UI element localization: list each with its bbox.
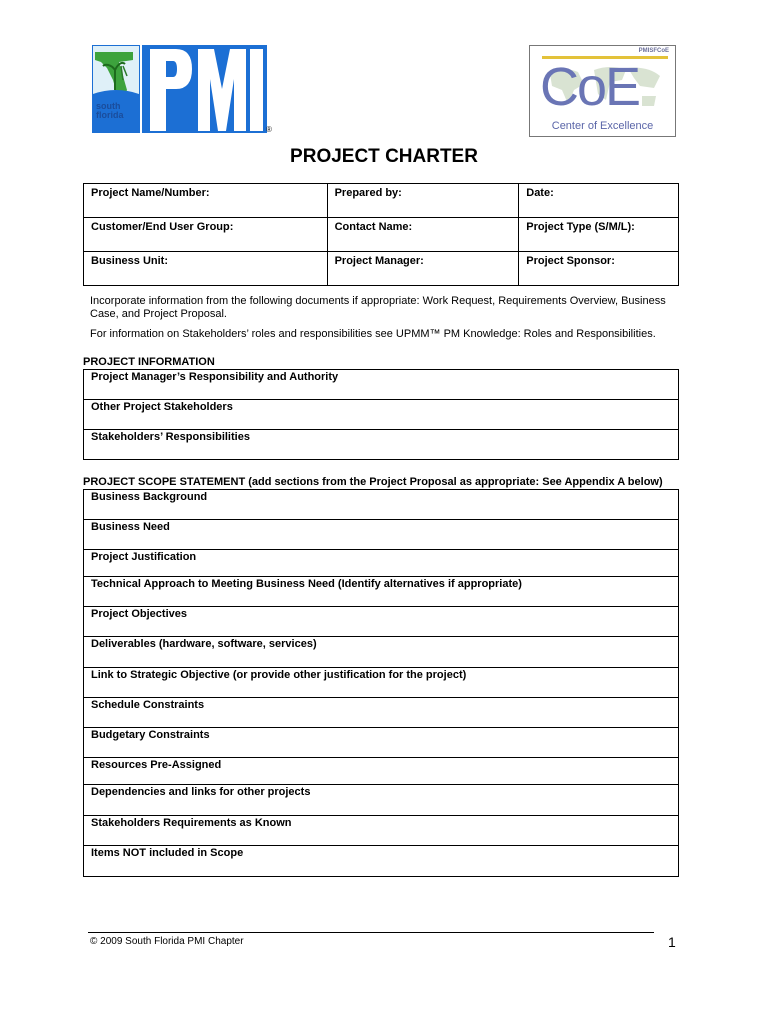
coe-wordmark: CoE [540, 57, 640, 117]
badge-text [96, 102, 124, 120]
coe-subtitle: Center of Excellence [551, 120, 654, 132]
strategic-objective-field[interactable]: Link to Strategic Objective (or provide other justification for the project) [84, 668, 679, 698]
table-row [84, 607, 679, 637]
project-objectives-field[interactable]: Project Objectives [84, 607, 679, 637]
stakeholder-requirements-field[interactable]: Stakeholders Requirements as Known [84, 816, 679, 846]
business-need-field[interactable]: Business Need [84, 520, 679, 550]
table-row [84, 758, 679, 785]
table-row [84, 698, 679, 728]
table-row [84, 370, 679, 400]
pmi-logo [92, 45, 274, 135]
resources-preassigned-field[interactable]: Resources Pre-Assigned [84, 758, 679, 785]
project-sponsor-field[interactable]: Project Sponsor: [519, 252, 679, 286]
scope-statement-title: PROJECT SCOPE STATEMENT (add sections from the Project Proposal as appropriate: See Appendix A below) [83, 476, 663, 488]
table-row [84, 490, 679, 520]
customer-group-field[interactable]: Customer/End User Group: [84, 218, 328, 252]
project-information-title: PROJECT INFORMATION [83, 356, 215, 368]
table-row [84, 637, 679, 668]
florida-map-badge [92, 45, 140, 133]
scope-statement-table [83, 489, 679, 877]
document-title: PROJECT CHARTER [290, 146, 478, 167]
table-row [84, 400, 679, 430]
other-stakeholders-field[interactable]: Other Project Stakeholders [84, 400, 679, 430]
prepared-by-field[interactable]: Prepared by: [327, 184, 519, 218]
items-not-in-scope-field[interactable]: Items NOT included in Scope [84, 846, 679, 877]
footer-copyright: © 2009 South Florida PMI Chapter [90, 936, 244, 947]
pm-responsibility-field[interactable]: Project Manager’s Responsibility and Authority [84, 370, 679, 400]
deliverables-field[interactable]: Deliverables (hardware, software, services) [84, 637, 679, 668]
table-row [84, 728, 679, 758]
project-justification-field[interactable]: Project Justification [84, 550, 679, 577]
date-field[interactable]: Date: [519, 184, 679, 218]
table-row [84, 550, 679, 577]
badge-text-florida: florida [96, 110, 124, 120]
page-number: 1 [668, 934, 676, 950]
table-row [84, 577, 679, 607]
table-row [84, 846, 679, 877]
table-row [84, 668, 679, 698]
technical-approach-field[interactable]: Technical Approach to Meeting Business Need (Identify alternatives if appropriate) [84, 577, 679, 607]
project-name-field[interactable]: Project Name/Number: [84, 184, 328, 218]
business-unit-field[interactable]: Business Unit: [84, 252, 328, 286]
table-row [84, 218, 679, 252]
budgetary-constraints-field[interactable]: Budgetary Constraints [84, 728, 679, 758]
header-table [83, 183, 679, 286]
table-row [84, 520, 679, 550]
coe-logo [529, 45, 676, 137]
project-manager-field[interactable]: Project Manager: [327, 252, 519, 286]
table-row [84, 184, 679, 218]
schedule-constraints-field[interactable]: Schedule Constraints [84, 698, 679, 728]
project-type-field[interactable]: Project Type (S/M/L): [519, 218, 679, 252]
coe-top-label: PMISFCoE [638, 48, 669, 54]
badge-text-south: south [96, 101, 121, 111]
table-row [84, 785, 679, 816]
project-information-table [83, 369, 679, 460]
table-row [84, 816, 679, 846]
stakeholder-responsibilities-field[interactable]: Stakeholders’ Responsibilities [84, 430, 679, 460]
contact-name-field[interactable]: Contact Name: [327, 218, 519, 252]
footer-divider [88, 932, 654, 933]
pmi-letters-logo [142, 45, 267, 133]
registered-mark: ® [266, 125, 272, 134]
table-row [84, 430, 679, 460]
business-background-field[interactable]: Business Background [84, 490, 679, 520]
table-row [84, 252, 679, 286]
stakeholder-note: For information on Stakeholders’ roles and responsibilities see UPMM™ PM Knowledge: Roles and Responsibilities. [90, 328, 656, 340]
instruction-note: Incorporate information from the following documents if appropriate: Work Request, Requirements Overview, Business Case, and Project Proposal. [90, 295, 666, 320]
dependencies-field[interactable]: Dependencies and links for other projects [84, 785, 679, 816]
